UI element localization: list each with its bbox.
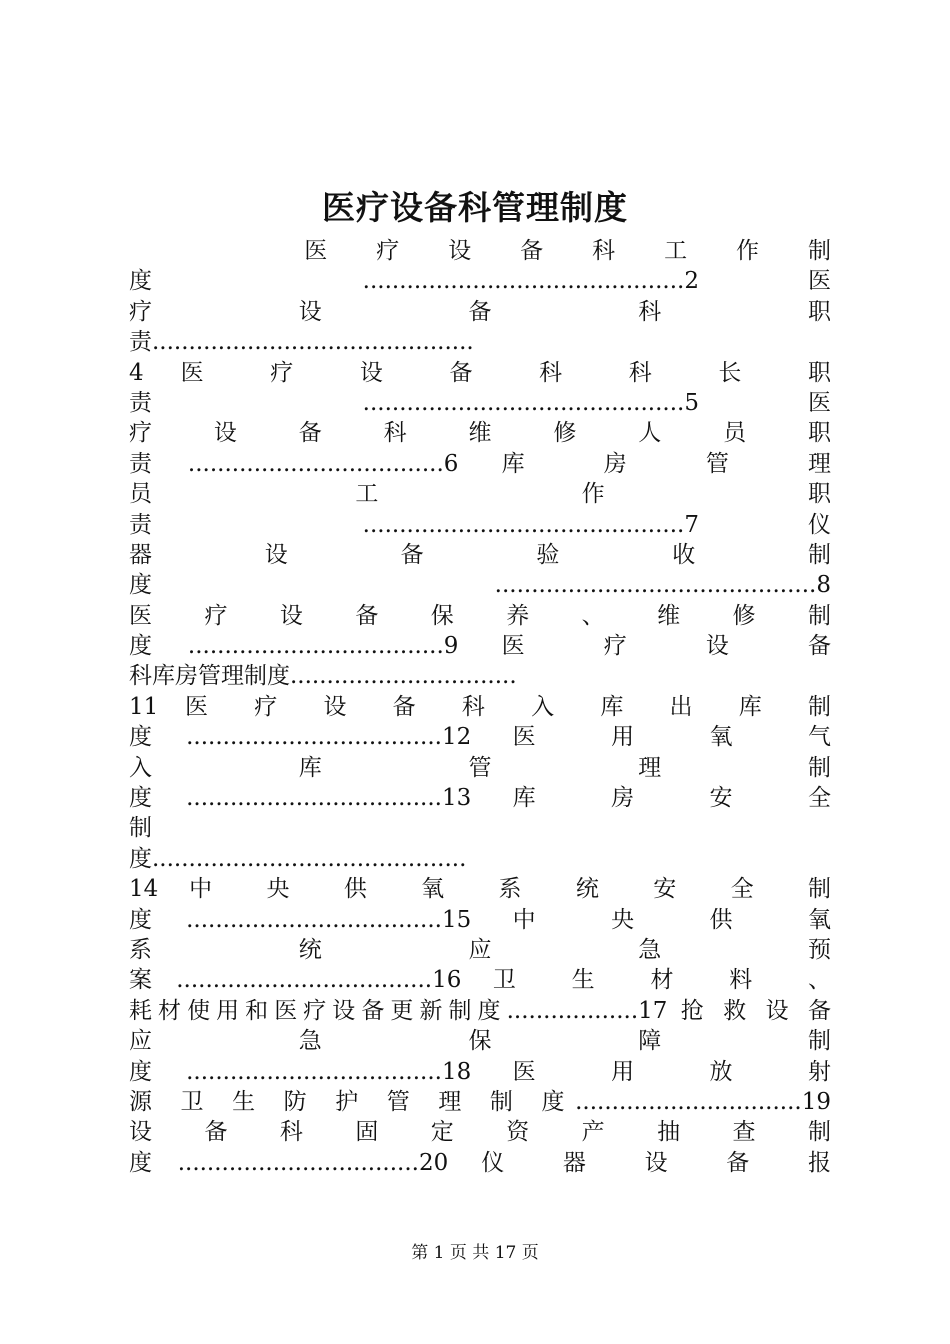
toc-line: 4 医 疗 设 备 科 科 长 职 [129,359,831,386]
toc-line: 入 库 管 理 制 [129,754,831,781]
toc-line: 应 急 保 障 制 [129,1028,831,1055]
toc-line: 度........................................... [129,845,467,872]
table-of-contents [129,236,831,1178]
toc-line: 度 ............................................8 [129,572,831,599]
toc-line: 器 设 备 验 收 制 [129,541,831,568]
toc-line: 度...................................9 医 疗 设 备 [129,633,831,660]
toc-line: 14 中 央 供 氧 系 统 安 全 制 [129,876,831,903]
toc-line: 员 工 作 职 [129,481,831,508]
toc-line: 医 疗 设 备 保 养 、 维 修 制 [129,602,831,629]
toc-line: 制 [129,815,152,842]
toc-line: 疗 设 备 科 职 [129,298,831,325]
toc-line: 责............................................ [129,329,474,356]
toc-line: 责...................................6 库 房 管 理 [129,450,831,477]
toc-line: 度...................................12 医 用 氧 气 [129,724,831,751]
toc-line: 耗材使用和医疗设备更新制度..................17 抢 救 设 备 [129,997,831,1024]
toc-line: 科库房管理制度............................... [129,663,517,690]
toc-line: 11 医 疗 设 备 科 入 库 出 库 制 [129,693,831,720]
page-footer: 第 1 页 共 17 页 [411,1243,539,1263]
toc-line: 度...................................15 中 央 供 氧 [129,906,831,933]
toc-line: 责 ............................................5 医 [129,389,831,416]
toc-line: 责 ............................................7 仪 [129,511,831,538]
toc-line: 度...................................18 医 用 放 射 [129,1058,831,1085]
toc-line: 设 备 科 固 定 资 产 抽 查 制 [129,1119,831,1146]
document-title: 医疗设备科管理制度 [322,188,628,227]
toc-line: 疗 设 备 科 维 修 人 员 职 [129,420,831,447]
toc-line: 度 ............................................2 医 [129,268,831,295]
toc-line: 案...................................16 卫 生 材 料 、 [129,967,831,994]
toc-line: 医 疗 设 备 科 工 作 制 [129,238,831,264]
toc-line: 度...................................13 库 房 安 全 [129,785,831,812]
toc-line: 度.................................20 仪 器 设 备 报 [129,1149,831,1176]
toc-line: 源 卫 生 防 护 管 理 制 度...............................19 [129,1088,831,1115]
toc-line: 系 统 应 急 预 [129,936,831,963]
